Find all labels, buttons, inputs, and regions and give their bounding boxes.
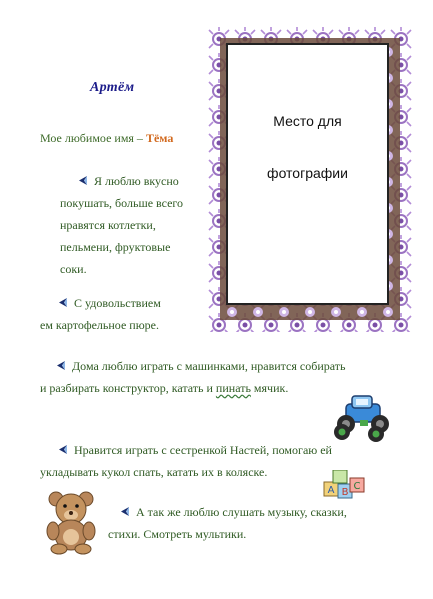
favorite-name-line [40, 131, 173, 146]
photo-placeholder-line1: Место для [273, 113, 342, 129]
para2-line: ем картофельное пюре. [40, 318, 159, 332]
page-heading: Артём [90, 80, 135, 95]
para4-line: укладывать кукол спать, катать их в коляске. [40, 465, 268, 479]
svg-text:C: C [353, 481, 361, 492]
para3-line: мячик. [250, 381, 289, 395]
svg-text:A: A [327, 485, 335, 496]
photo-placeholder [226, 43, 389, 305]
para1-line: нравятся котлетки, [60, 218, 156, 232]
para3-underlined-word: пинать [215, 381, 251, 395]
paragraph-toys [40, 355, 345, 399]
paragraph-puree [40, 292, 161, 336]
svg-text:B: B [341, 487, 349, 498]
paragraph-food [60, 170, 183, 280]
bullet-arrow-icon [58, 297, 68, 308]
para5-line: А так же люблю слушать музыку, сказки, [136, 505, 347, 519]
bullet-arrow-icon [56, 360, 66, 371]
paragraph-music [108, 501, 347, 545]
toy-car-icon [332, 390, 394, 442]
para2-line: С удовольствием [74, 296, 161, 310]
paragraph-sister [40, 439, 332, 483]
photo-placeholder-line2: фотографии [267, 165, 348, 181]
bullet-arrow-icon [58, 444, 68, 455]
favorite-nickname: Тёма [145, 131, 174, 145]
para3-line: и разбирать конструктор, катать и [40, 381, 216, 395]
para5-line: стихи. Смотреть мультики. [108, 527, 247, 541]
alphabet-blocks-icon [322, 470, 366, 500]
para3-line: Дома люблю играть с машинками, нравится собирать [72, 359, 346, 373]
teddy-bear-icon [43, 489, 99, 555]
favorite-prefix: Мое любимое имя – [40, 131, 146, 145]
para1-line: пельмени, фруктовые [60, 240, 171, 254]
bullet-arrow-icon [120, 506, 130, 517]
para1-line: соки. [60, 262, 87, 276]
para1-line: покушать, больше всего [60, 196, 184, 210]
para4-line: Нравится играть с сестренкой Настей, помогаю ей [74, 443, 332, 457]
para1-line: Я люблю вкусно [94, 174, 179, 188]
bullet-arrow-icon [78, 175, 88, 186]
